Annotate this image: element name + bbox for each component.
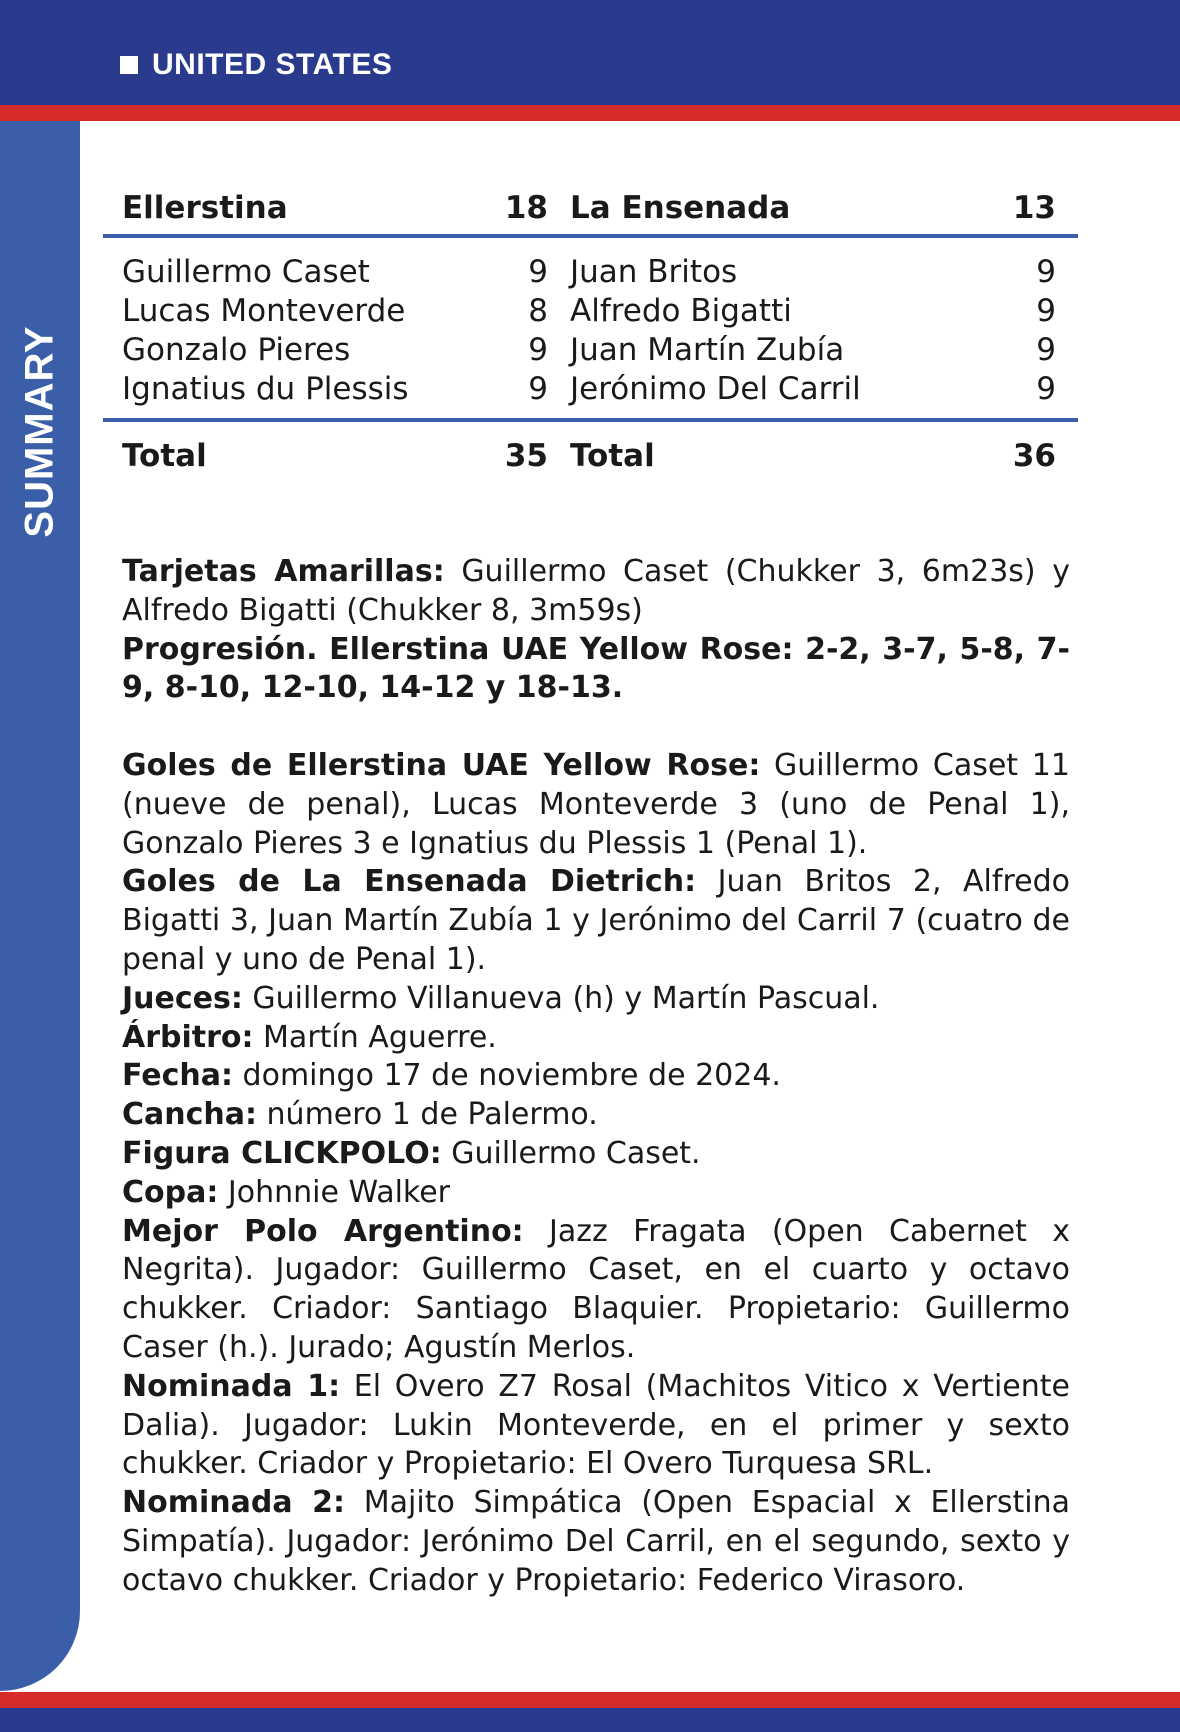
- player-row: [103, 293, 1078, 332]
- bottom-banner: [0, 1708, 1180, 1732]
- score-header-row: [103, 190, 1078, 234]
- region-label: UNITED STATES: [152, 48, 393, 81]
- sidebar-label: SUMMARY: [17, 324, 62, 538]
- match-details: [122, 553, 1070, 1601]
- team1-total: 35: [504, 438, 548, 474]
- best-horse: Mejor Polo Argentino: Jazz Fragata (Open Cabernet x Negrita). Jugador: Guillermo Caset, en el cuarto y octavo chukker. Criador: Santiago Blaquier. Propietario: Guillermo Caser (h.). Jurado; Agustín Merlos.: [122, 1213, 1070, 1365]
- nominee-1: Nominada 1: El Overo Z7 Rosal (Machitos Vitico x Vertiente Dalia). Jugador: Lukin Monteverde, en el primer y sexto chukker. Criador y Propietario: El Overo Turquesa SRL.: [122, 1368, 1070, 1482]
- team2-handicap: 9: [1036, 254, 1056, 290]
- team2-score: 13: [1012, 190, 1056, 226]
- team1-player: Guillermo Caset: [122, 254, 370, 290]
- team1-player: Gonzalo Pieres: [122, 332, 351, 368]
- date: Fecha: domingo 17 de noviembre de 2024.: [122, 1058, 781, 1094]
- sidebar: [0, 121, 80, 1691]
- player-row: [103, 371, 1078, 410]
- region-heading: [120, 48, 392, 82]
- score-table: [103, 190, 1078, 482]
- player-row: [103, 332, 1078, 371]
- team1-handicap: 9: [528, 254, 548, 290]
- field: Cancha: número 1 de Palermo.: [122, 1097, 598, 1133]
- team1-player: Ignatius du Plessis: [122, 371, 409, 407]
- progression: Progresión. Ellerstina UAE Yellow Rose: 2-2, 3-7, 5-8, 7-9, 8-10, 12-10, 14-12 y 18-13.: [122, 631, 1070, 706]
- team2-player: Juan Martín Zubía: [570, 332, 845, 368]
- top-red-stripe: [0, 105, 1180, 121]
- team2-name: La Ensenada: [570, 190, 791, 226]
- team1-handicap: 9: [528, 332, 548, 368]
- goals-team1: Goles de Ellerstina UAE Yellow Rose: Guillermo Caset 11 (nueve de penal), Lucas Monteverde 3 (uno de Penal 1), Gonzalo Pieres 3 e Ignatius du Plessis 1 (Penal 1).: [122, 747, 1070, 861]
- referee: Árbitro: Martín Aguerre.: [122, 1019, 497, 1055]
- player-row: [103, 254, 1078, 293]
- team2-player: Alfredo Bigatti: [570, 293, 792, 329]
- team2-player: Jerónimo Del Carril: [570, 371, 861, 407]
- team2-total-label: Total: [570, 438, 655, 474]
- goals-team2: Goles de La Ensenada Dietrich: Juan Britos 2, Alfredo Bigatti 3, Juan Martín Zubía 1 y Jerónimo del Carril 7 (cuatro de penal y uno de Penal 1).: [122, 864, 1070, 977]
- team1-handicap: 8: [528, 293, 548, 329]
- team2-handicap: 9: [1036, 371, 1056, 407]
- nominee-2: Nominada 2: Majito Simpática (Open Espacial x Ellerstina Simpatía). Jugador: Jerónimo Del Carril, en el segundo, sexto y octavo chukker. Criador y Propietario: Federico Virasoro.: [122, 1485, 1070, 1598]
- team2-handicap: 9: [1036, 293, 1056, 329]
- team1-player: Lucas Monteverde: [122, 293, 406, 329]
- team1-score: 18: [504, 190, 548, 226]
- team2-player: Juan Britos: [570, 254, 738, 290]
- team2-handicap: 9: [1036, 332, 1056, 368]
- team2-total: 36: [1012, 438, 1056, 474]
- team1-total-label: Total: [122, 438, 207, 474]
- cup: Copa: Johnnie Walker: [122, 1174, 451, 1210]
- square-bullet-icon: [120, 56, 138, 74]
- mvp: Figura CLICKPOLO: Guillermo Caset.: [122, 1135, 701, 1171]
- bottom-red-stripe: [0, 1692, 1180, 1708]
- judges: Jueces: Guillermo Villanueva (h) y Martín Pascual.: [122, 980, 880, 1016]
- team1-name: Ellerstina: [122, 190, 288, 226]
- total-row: [103, 438, 1078, 482]
- team1-handicap: 9: [528, 371, 548, 407]
- yellow-cards: Tarjetas Amarillas: Guillermo Caset (Chukker 3, 6m23s) y Alfredo Bigatti (Chukker 8, 3m59s): [122, 554, 1070, 628]
